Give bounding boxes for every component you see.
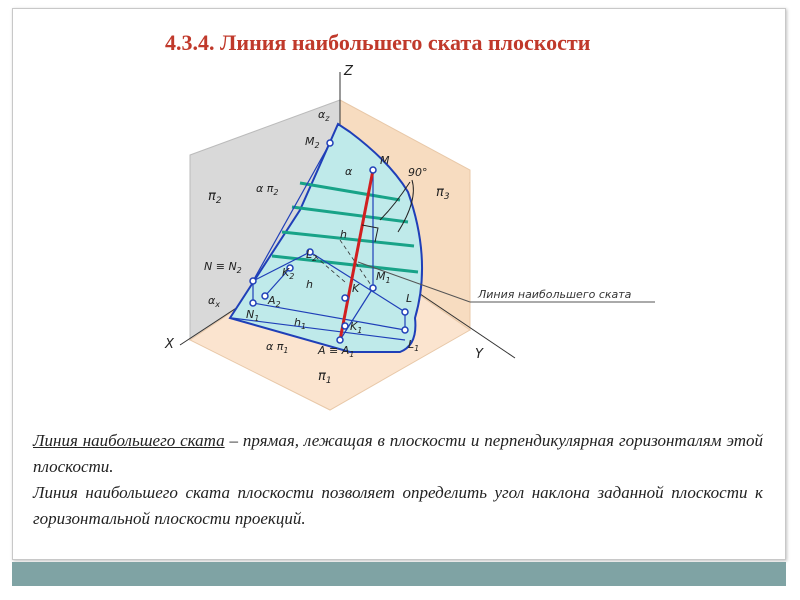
m-label: M: [380, 154, 390, 167]
alpha-pi2-label: α $\pi_2$: [256, 182, 279, 197]
a-a1-label: $A \equiv A_1$: [318, 344, 355, 359]
point-n2: [250, 278, 256, 284]
n-n2-label: $N \equiv N_2$: [204, 260, 242, 275]
angle-label: 90°: [408, 166, 428, 179]
m2-label: $M_2$: [305, 135, 320, 150]
point-a1: [337, 337, 343, 343]
definition-term: Линия наибольшего ската: [33, 431, 225, 450]
point-l: [402, 309, 408, 315]
pi1-label: $\pi_1$: [318, 369, 332, 386]
pi3-label: $\pi_3$: [436, 185, 450, 202]
callout-label: Линия наибольшего ската: [478, 288, 632, 301]
l1-label: $L_1$: [408, 338, 420, 353]
alpha-z-label: $\alpha_z$: [318, 108, 330, 123]
l2-label: $L_2$: [306, 248, 318, 263]
point-k: [342, 295, 348, 301]
l-label: L: [406, 292, 413, 305]
m1-label: $M_1$: [376, 270, 391, 285]
definition-paragraph: [33, 428, 763, 480]
k2-label: $K_2$: [282, 266, 295, 281]
point-n1: [250, 300, 256, 306]
alpha-label: α: [345, 165, 353, 178]
k1-label: $K_1$: [350, 320, 363, 335]
description: [33, 428, 763, 532]
point-m2: [327, 140, 333, 146]
h1-label: $h_1$: [294, 316, 307, 331]
point-l1: [402, 327, 408, 333]
definition-text: – прямая, лежащая в плоскости и перпендикулярная горизонталям этой плоскости.: [33, 431, 763, 476]
x-axis-label: X: [165, 337, 174, 352]
point-k1: [342, 323, 348, 329]
n1-label: $N_1$: [246, 308, 260, 323]
k-label: K: [352, 282, 360, 295]
a2-label: $A_2$: [268, 294, 281, 309]
alpha-x-label: $\alpha_x$: [208, 294, 220, 309]
z-axis-label: Z: [344, 64, 353, 79]
alpha-pi1-label: α $\pi_1$: [266, 340, 289, 355]
h-mid-label: h: [306, 278, 313, 291]
h-upper-label: h: [340, 228, 347, 241]
point-m: [370, 167, 376, 173]
slide-title: 4.3.4. Линия наибольшего ската плоскости: [165, 30, 591, 55]
point-m1: [370, 285, 376, 291]
y-axis-label: Y: [475, 347, 483, 362]
pi2-label: $\pi_2$: [208, 189, 222, 206]
usage-paragraph: Линия наибольшего ската плоскости позволяет определить угол наклона заданной плоскости к горизонтальной плоскости проекций.: [33, 483, 763, 528]
